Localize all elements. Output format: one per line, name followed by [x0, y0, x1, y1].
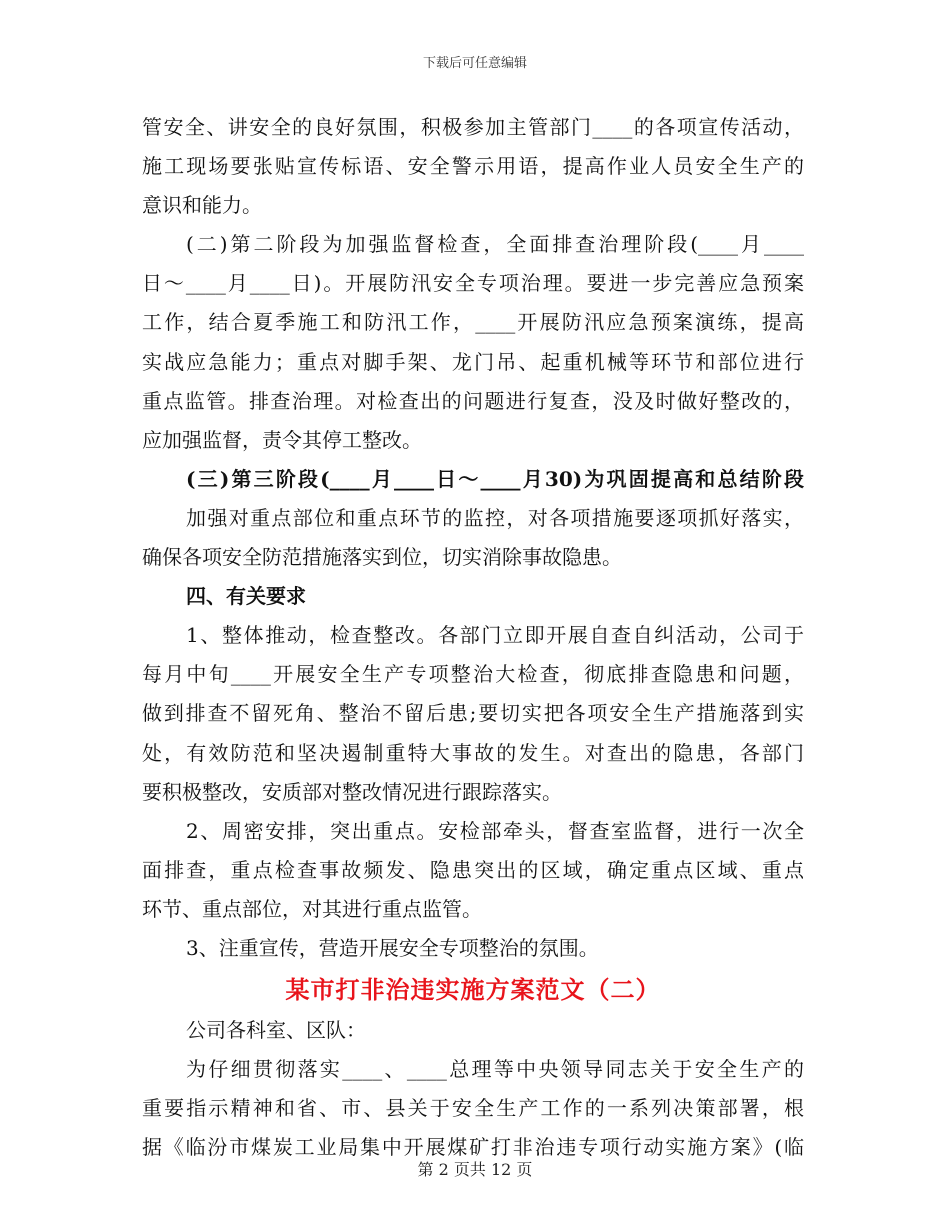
text-line: 为仔细贯彻落实____、____总理等中央领导同志关于安全生产的: [186, 1057, 804, 1082]
text-line: 1、整体推动，检查整改。各部门立即开展自查自纠活动，公司于: [186, 623, 804, 648]
text-line: 3、注重宣传，营造开展安全专项整治的氛围。: [186, 935, 599, 960]
text-line: 管安全、讲安全的良好氛围，积极参加主管部门____的各项宣传活动，: [142, 115, 804, 139]
document-body: [142, 108, 804, 1167]
text-line: 重点监管。排查治理。对检查出的问题进行复查，没及时做好整改的，: [142, 388, 804, 413]
text-line: 做到排查不留死角、整治不留后患;要切实把各项安全生产措施落到实: [142, 701, 804, 726]
page-header: 下载后可任意编辑: [422, 56, 527, 71]
text-line: 环节、重点部位，对其进行重点监管。: [142, 896, 482, 921]
page-footer: 第 2 页共 12 页: [417, 1160, 533, 1179]
text-line: 要积极整改，安质部对整改情况进行跟踪落实。: [142, 779, 562, 804]
text-line: 加强对重点部位和重点环节的监控，对各项措施要逐项抓好落实，: [186, 505, 804, 530]
section-title: 某市打非治违实施方案范文（二）: [285, 975, 661, 1005]
text-line: 工作，结合夏季施工和防汛工作，____开展防汛应急预案演练，提高: [142, 310, 804, 335]
text-line: 处，有效防范和坚决遏制重特大事故的发生。对查出的隐患，各部门: [142, 740, 804, 765]
text-line: 确保各项安全防范措施落实到位，切实消除事故隐患。: [142, 545, 622, 570]
text-line: 应加强监督，责令其停工整改。: [142, 427, 422, 452]
text-line: 2、周密安排，突出重点。安检部牵头，督查室监督，进行一次全: [186, 818, 804, 843]
text-line: 实战应急能力；重点对脚手架、龙门吊、起重机械等环节和部位进行: [142, 349, 804, 374]
text-line: (二)第二阶段为加强监督检查，全面排查治理阶段(____月____: [186, 232, 804, 257]
text-line: 意识和能力。: [142, 193, 262, 218]
text-line: 施工现场要张贴宣传标语、安全警示用语，提高作业人员安全生产的: [142, 154, 804, 179]
text-line: 重要指示精神和省、市、县关于安全生产工作的一系列决策部署，根: [142, 1096, 804, 1121]
text-line: 四、有关要求: [186, 584, 306, 609]
text-line: 公司各科室、区队：: [186, 1018, 366, 1043]
text-line: 面排查，重点检查事故频发、隐患突出的区域，确定重点区域、重点: [142, 857, 804, 882]
text-line: 据《临汾市煤炭工业局集中开展煤矿打非治违专项行动实施方案》(临: [142, 1135, 804, 1160]
text-line: (三)第三阶段(____月____日～____月30)为巩固提高和总结阶段: [186, 466, 804, 491]
text-line: 每月中旬____开展安全生产专项整治大检查，彻底排查隐患和问题，: [142, 662, 804, 687]
text-line: 日～____月____日)。开展防汛安全专项治理。要进一步完善应急预案: [142, 271, 804, 296]
